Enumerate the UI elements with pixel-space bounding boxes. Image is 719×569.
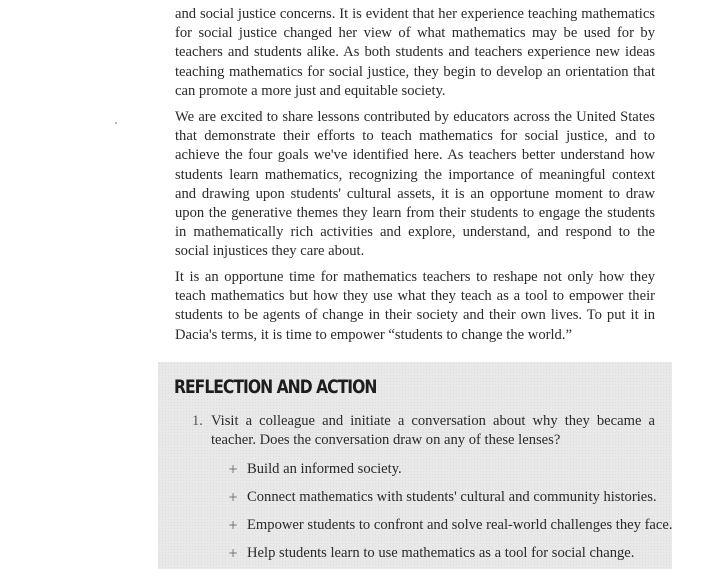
lens-item-label: Build an informed society. [247, 461, 402, 477]
question-text: Visit a colleague and initiate a conversation about why they became a teacher. Does the conversation draw on any of these lenses? [211, 413, 655, 449]
paragraph-2: We are excited to share lessons contributed by educators across the United States that demonstrate their efforts to teach mathematics for social justice, and to achieve the four goals we've identified here. As teachers better understand how students learn mathematics, recognizing the importance of meaningful context and drawing upon students' cultural assets, it is an opportune moment to draw upon the generative themes they learn from their students to engage the students in mathematically rich activities and explore, understand, and respond to the social injustices they care about. [175, 109, 655, 260]
lens-item-1 [228, 460, 668, 479]
plus-icon: + [228, 546, 239, 560]
scan-speck [115, 122, 117, 124]
plus-icon: + [228, 490, 239, 504]
plus-icon: + [228, 518, 239, 532]
lens-item-label: Empower students to confront and solve real-world challenges they face. [247, 517, 673, 533]
sidebar-title: REFLECTION AND ACTION [174, 376, 377, 398]
lens-item-3 [228, 516, 673, 535]
lens-item-label: Connect mathematics with students' cultural and community histories. [247, 489, 657, 505]
question-number: 1. [192, 413, 203, 429]
paragraph-3: It is an opportune time for mathematics teachers to reshape not only how they teach mathematics but how they use what they teach as a tool to empower their students to be agents of change in their society and their own lives. To put it in Dacia's terms, it is time to empower “students to change the world.” [175, 269, 655, 343]
plus-icon: + [228, 462, 239, 476]
reflection-sidebar [158, 362, 672, 569]
lens-item-4 [228, 544, 668, 563]
lens-item-2 [228, 488, 668, 507]
lens-item-label: Help students learn to use mathematics as a tool for social change. [247, 545, 635, 561]
paragraph-1: and social justice concerns. It is evident that her experience teaching mathematics for social justice changed her view of what mathematics may be used for by teachers and students alike. As both students and teachers experience new ideas teaching mathematics for social justice, they begin to develop an orientation that can promote a more just and equitable society. [175, 6, 655, 99]
